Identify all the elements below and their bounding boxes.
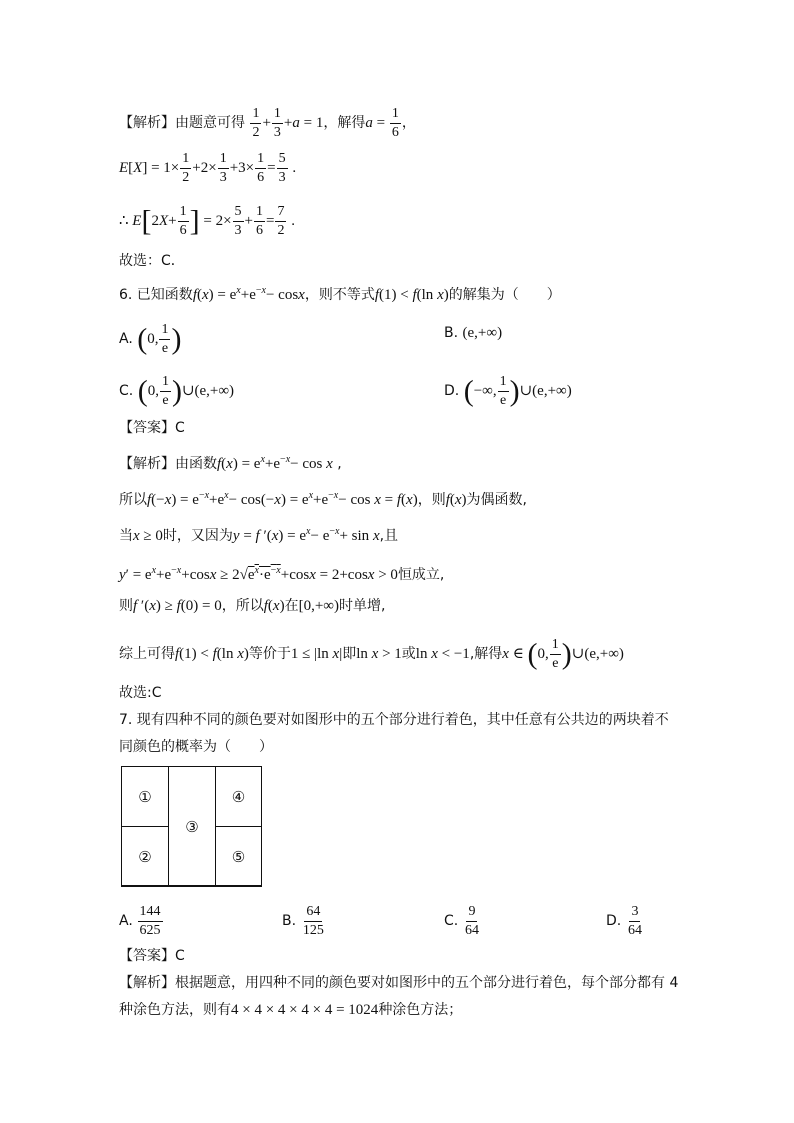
q6-sol-line4: $y' = e^x+e^{-x}+\cos x \ge 2√e^x\cdot e^{-x}+\cos x = 2+\cos x > 0$恒成立, xyxy=(119,565,445,583)
option-label: C. xyxy=(119,382,134,399)
q6-option-d: D. (−∞, $\frac{1}{e}$ )∪(e,+∞) xyxy=(444,374,572,408)
q6-option-b: B. (e,+∞) xyxy=(444,325,503,341)
q7-sol-line2: 种涂色方法，则有4 × 4 × 4 × 4 × 4 = 1024种涂色方法； xyxy=(119,1002,463,1018)
q6-option-a: A. (0, $\frac{1}{e}$ ) xyxy=(119,322,182,356)
q6-inequality: f(1) < f(ln x) xyxy=(374,287,449,303)
q5-a-value: a = $\frac{1}{6}$ xyxy=(365,106,399,140)
q7-option-d: D. $\frac{3}{64}$ xyxy=(606,904,642,938)
q6-sol-line3: 当x ≥ 0时，又因为y = f $'(x) = e^x- e^{-x}+ \sin x$,且 xyxy=(119,526,399,544)
q6-sol-line2: 所以$f(-x) = e^{-x}+e^x- \cos(-x) = e^x+e^{-x}- \cos x = f(x)$，则f(x)为偶函数, xyxy=(119,490,527,508)
q6-sol-line1: 【解析】由函数$f(x) = e^x+e^{-x}- \cos x$ , xyxy=(119,454,342,472)
q6-sol-line5: 则f ′(x) ≥ f(0) = 0，所以f(x)在[0,+∞)时单增, xyxy=(119,598,386,614)
q6-choose: 故选:C xyxy=(119,685,162,701)
region-1: ① xyxy=(121,766,169,827)
q5-solution-line1: 【解析】由题意可得 $\frac{1}{2}$ + $\frac{1}{3}$ +a = 1，解得a = $\frac{1}{6}$ ， xyxy=(119,106,416,140)
q6-stem-end: 的解集为（ ） xyxy=(448,287,561,303)
q5-sol-prefix: 由题意可得 xyxy=(175,114,245,131)
q6-function: $f(x) = e^x+e^{-x}- \cos x$ xyxy=(192,285,305,303)
solution-tag: 【解析】 xyxy=(119,114,175,131)
q7-stem-line1: 7. 现有四种不同的颜色要对如图形中的五个部分进行着色，其中任意有公共边的两块着不 xyxy=(119,712,669,728)
q5-expectation-line: E[X] = 1× $\frac{1}{2}$ +2× $\frac{1}{3}$ +3× $\frac{1}{6}$ = $\frac{5}{3}$ . xyxy=(119,151,297,185)
q5-choose: 故选：C． xyxy=(119,253,185,269)
q6-answer-value: C xyxy=(175,420,185,436)
q6-stem xyxy=(119,281,561,305)
q7-sol-line1: 【解析】根据题意，用四种不同的颜色要对如图形中的五个部分进行着色，每个部分都有 4 xyxy=(119,975,679,991)
q6-stem-prefix: 6. 已知函数 xyxy=(119,287,193,303)
option-label: D. xyxy=(444,382,460,399)
option-label: B. xyxy=(444,325,459,341)
q5-result-line: ∴ E[2X+ $\frac{1}{6}$ ] = 2× $\frac{5}{3}$ + $\frac{1}{6}$ = $\frac{7}{2}$ . xyxy=(119,204,295,238)
q7-option-a: A. $\frac{144}{625}$ xyxy=(119,904,161,938)
option-label: A. xyxy=(119,330,133,347)
region-4: ④ xyxy=(215,766,262,827)
answer-tag: 【答案】 xyxy=(119,420,175,436)
q7-stem-line2: 同颜色的概率为（ ） xyxy=(119,739,273,755)
q6-option-c: C. (0, $\frac{1}{e}$ )∪(e,+∞) xyxy=(119,374,235,408)
q5-sol-mid: ，解得 xyxy=(323,114,366,131)
region-5: ⑤ xyxy=(215,826,262,887)
q6-stem-mid: ，则不等式 xyxy=(304,287,375,303)
q6-sol-line6: 综上可得f(1) < f(ln x)等价于1 ≤ |ln x|即ln x > 1或ln x < −1,解得x ∈ (0, $\frac{1}{e}$ )∪(e,+∞) xyxy=(119,637,624,671)
q7-answer: 【答案】C xyxy=(119,948,185,964)
region-3: ③ xyxy=(168,766,216,887)
q6-answer xyxy=(119,418,185,438)
q5-equation: $\frac{1}{2}$ + $\frac{1}{3}$ +a = 1 xyxy=(252,106,324,140)
q7-option-c: C. $\frac{9}{64}$ xyxy=(444,904,479,938)
q7-region-diagram xyxy=(121,766,262,886)
q7-option-b: B. $\frac{64}{125}$ xyxy=(282,904,324,938)
region-2: ② xyxy=(121,826,169,887)
